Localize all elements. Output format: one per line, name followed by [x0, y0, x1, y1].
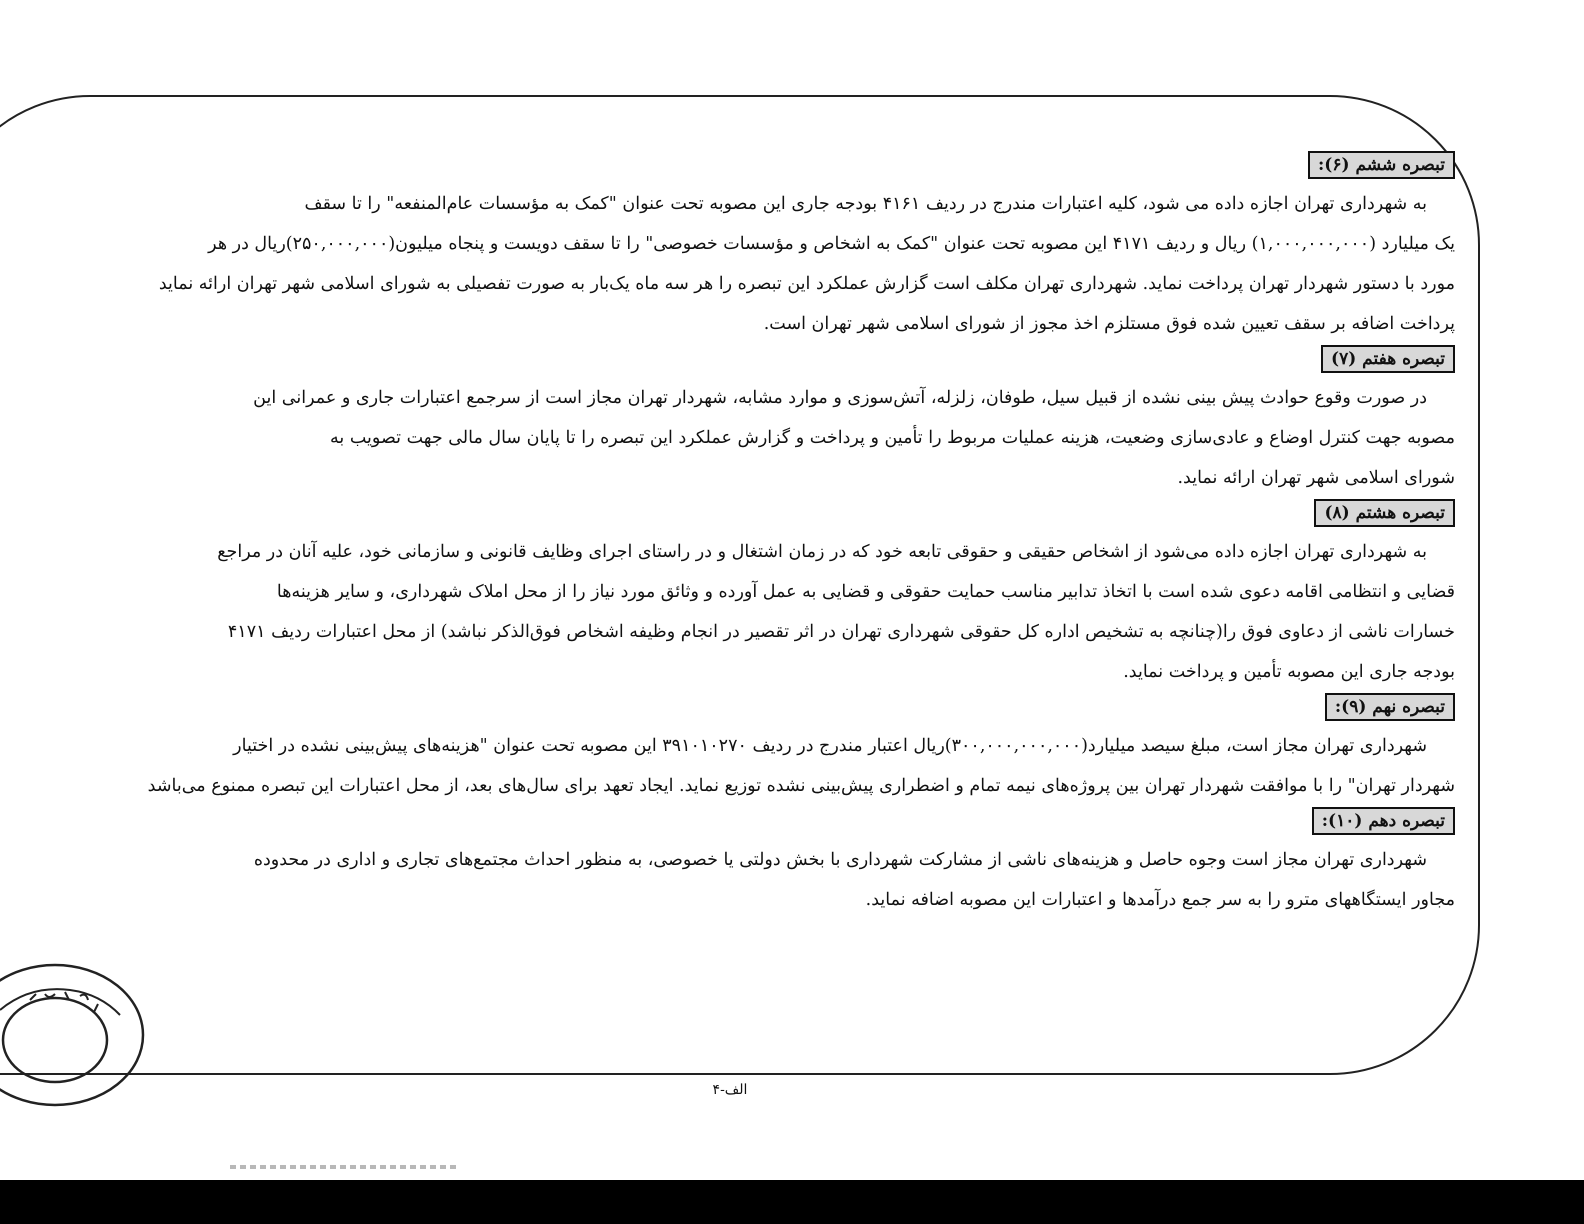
- clause-heading-label: تبصره هفتم (۷): [1321, 345, 1455, 373]
- clause-text-line: در صورت وقوع حوادث پیش بینی نشده از قبیل سیل، طوفان، زلزله، آتش‌سوزی و موارد مشابه، شهردار تهران مجاز است از سرجمع اعتبارات جاری و عمرانی این: [253, 388, 1427, 408]
- clause-text-line: شهرداری تهران مجاز است وجوه حاصل و هزینه‌های ناشی از مشارکت شهرداری با بخش دولتی یا خصوصی، به منظور احداث مجتمع‌های تجاری و اداری در محدوده: [253, 850, 1427, 870]
- clause-heading: [0, 498, 1455, 532]
- clause-text-line: یک میلیارد (۱,۰۰۰,۰۰۰,۰۰۰) ریال و ردیف ۴۱۷۱ این مصوبه تحت عنوان "کمک به اشخاص و مؤسسات خصوصی" را تا سقف دویست و پنجاه میلیون(۲۵۰,۰۰۰,۰۰۰)ریال در هر: [208, 234, 1455, 254]
- clause-text-line: پرداخت اضافه بر سقف تعیین شده فوق مستلزم اخذ مجوز از شورای اسلامی شهر تهران است.: [763, 314, 1455, 334]
- clause-text-line: به شهرداری تهران اجازه داده می شود، کلیه اعتبارات مندرج در ردیف ۴۱۶۱ بودجه جاری این مصوبه تحت عنوان "کمک به مؤسسات عام‌المنفعه" را تا سقف: [304, 194, 1427, 214]
- clause-heading-label: تبصره ششم (۶):: [1308, 151, 1455, 179]
- clause-heading-label: تبصره دهم (۱۰):: [1312, 807, 1455, 835]
- clause-text-line: شهردار تهران" را با موافقت شهردار تهران بین پروژه‌های نیمه تمام و اضطراری پیش‌بینی نشده توزیع نماید. ایجاد تعهد برای سال‌های بعد، از محل اعتبارات این تبصره ممنوع می‌باشد: [147, 776, 1455, 796]
- clause-text-line: مورد با دستور شهردار تهران پرداخت نماید. شهرداری تهران مکلف است گزارش عملکرد این تبصره را هر سه ماه یک‌بار به صورت تفصیلی به شورای اسلامی شهر تهران ارائه نماید: [158, 274, 1455, 294]
- page-number: الف-۴: [712, 1082, 748, 1098]
- clause-text-line: به شهرداری تهران اجازه داده می‌شود از اشخاص حقیقی و حقوقی تابعه خود که در زمان اشتغال و در راستای اجرای وظایف قانونی و سازمانی خود، علیه آنان در مراجع: [217, 542, 1427, 562]
- scan-artifact: [230, 1165, 460, 1169]
- document-body: [0, 150, 1455, 1020]
- clause-heading-label: تبصره هشتم (۸): [1314, 499, 1455, 527]
- clause-heading: [0, 150, 1455, 184]
- scan-bottom-edge: [0, 1180, 1584, 1224]
- clause-text-line: شورای اسلامی شهر تهران ارائه نماید.: [1177, 468, 1455, 488]
- clause-heading-label: تبصره نهم (۹):: [1325, 693, 1455, 721]
- clause-heading: [0, 344, 1455, 378]
- clause-text-line: قضایی و انتظامی اقامه دعوی شده است با اتخاذ تدابیر مناسب حمایت حقوقی و قضایی به عمل آورده و وثائق مورد نیاز را از محل املاک شهرداری، و سایر هزینه‌ها: [276, 582, 1455, 602]
- clause-heading: [0, 806, 1455, 840]
- clause-text-line: مجاور ایستگاههای مترو را به سر جمع درآمدها و اعتبارات این مصوبه اضافه نماید.: [865, 890, 1455, 910]
- clause-text-line: مصوبه جهت کنترل اوضاع و عادی‌سازی وضعیت، هزینه عملیات مربوط را تأمین و پرداخت و گزارش عملکرد این تبصره را تا پایان سال مالی جهت تصویب به: [330, 428, 1455, 448]
- clause-text-line: شهرداری تهران مجاز است، مبلغ سیصد میلیارد(۳۰۰,۰۰۰,۰۰۰,۰۰۰)ریال اعتبار مندرج در ردیف ۳۹۱۰۱۰۲۷۰ این مصوبه تحت عنوان "هزینه‌های پیش‌بینی نشده در اختیار: [233, 736, 1427, 756]
- clause-heading: [0, 692, 1455, 726]
- clause-text-line: بودجه جاری این مصوبه تأمین و پرداخت نماید.: [1123, 662, 1455, 682]
- clause-text-line: خسارات ناشی از دعاوی فوق را(چنانچه به تشخیص اداره کل حقوقی شهرداری تهران در اثر تقصیر در انجام وظیفه اشخاص فوق‌الذکر نباشد) از محل اعتبارات ردیف ۴۱۷۱: [227, 622, 1455, 642]
